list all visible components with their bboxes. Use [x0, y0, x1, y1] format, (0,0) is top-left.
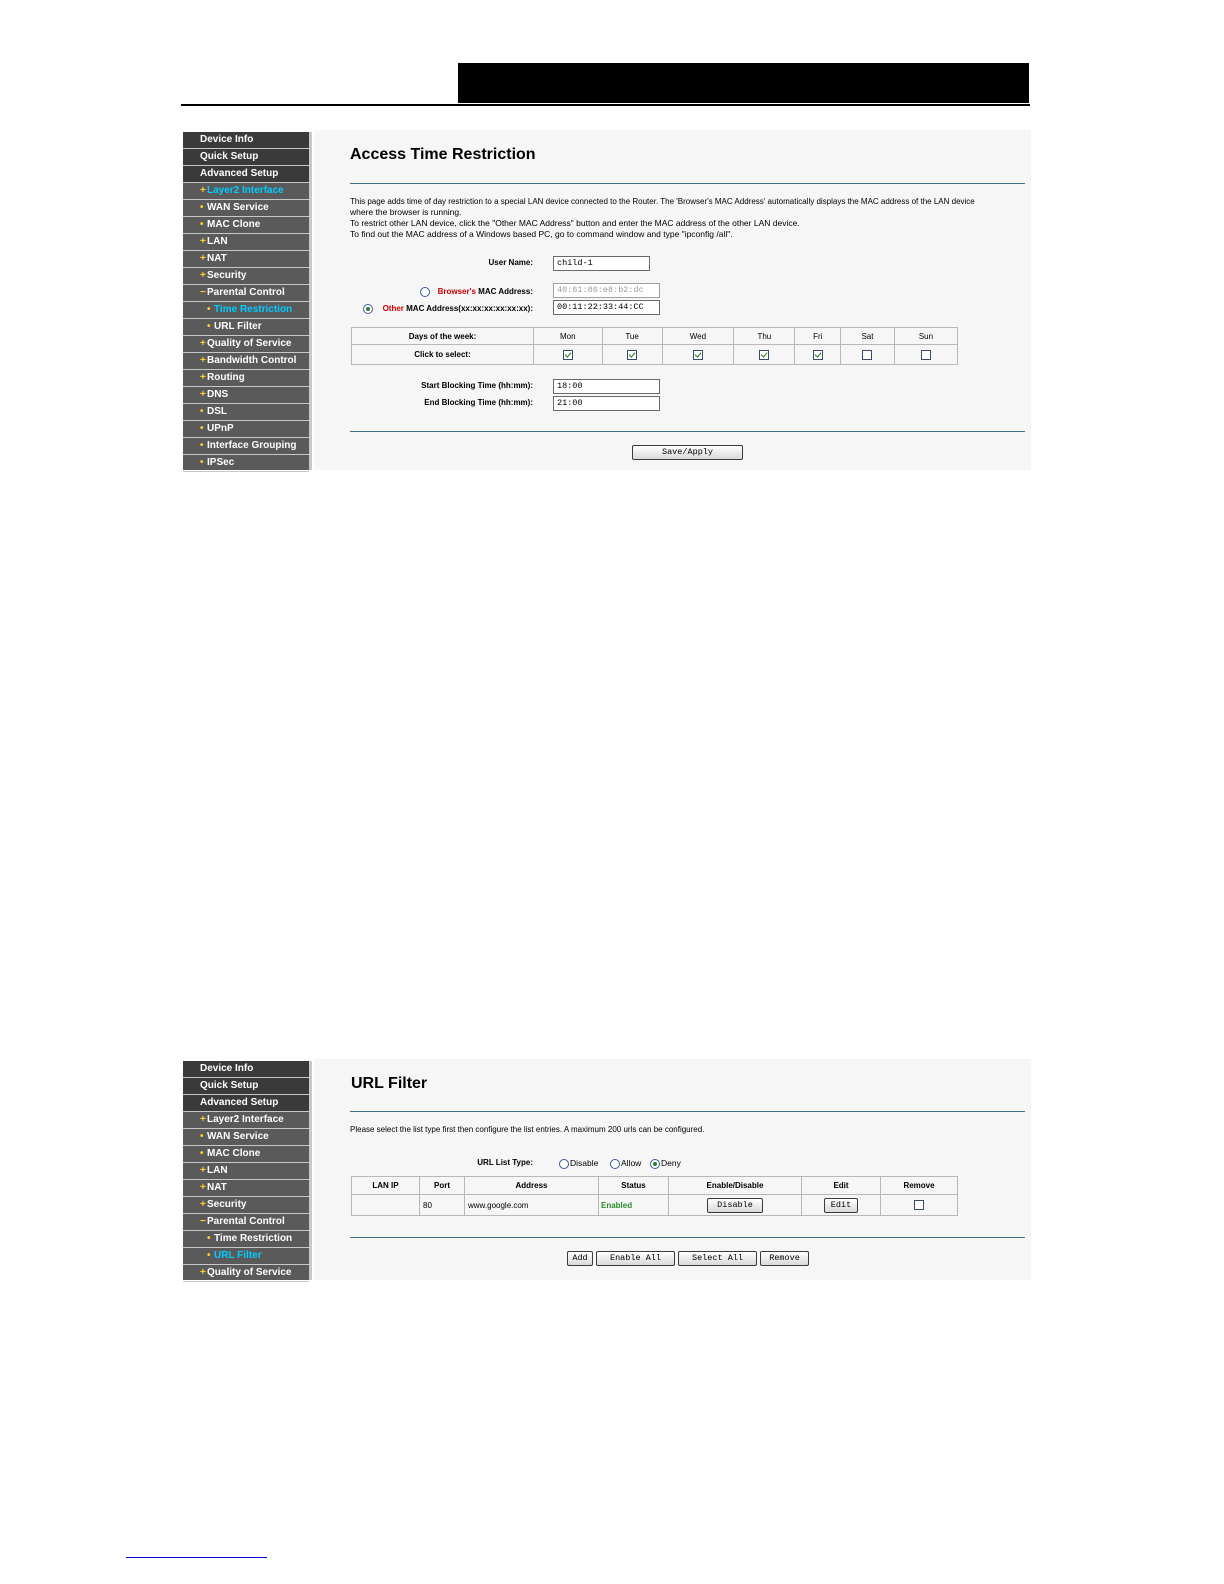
bullet-icon: •: [207, 1250, 211, 1261]
bottom-divider: [350, 1237, 1025, 1238]
expand-icon: +: [200, 236, 206, 247]
select-row: [352, 345, 958, 365]
nav-label: NAT: [207, 253, 227, 264]
bottom-divider: [350, 431, 1025, 432]
day-checkbox[interactable]: [813, 350, 823, 360]
end-time-label: End Blocking Time (hh:mm):: [424, 398, 533, 407]
status-cell: [599, 1195, 669, 1216]
expand-icon: +: [200, 1114, 206, 1125]
nav-label: NAT: [207, 1182, 227, 1193]
nav-label: Security: [207, 270, 247, 281]
nav-label: Routing: [207, 372, 245, 383]
nav-label: LAN: [207, 236, 228, 247]
nav-security[interactable]: [183, 268, 309, 285]
expand-icon: +: [200, 270, 206, 281]
column-header: Address: [465, 1177, 599, 1195]
expand-icon: +: [200, 389, 206, 400]
day-cell: [734, 345, 795, 365]
expand-icon: +: [200, 253, 206, 264]
nav-wan-service[interactable]: [183, 1129, 309, 1146]
column-header: LAN IP: [352, 1177, 420, 1195]
save-apply-button[interactable]: Save/Apply: [632, 445, 743, 460]
user-name-label: User Name:: [488, 258, 533, 267]
description-line: To restrict other LAN device, click the "Other MAC Address" button and enter the MAC address of the other LAN device.: [350, 218, 800, 228]
nav-label: MAC Clone: [207, 1148, 261, 1159]
day-header: Sun: [894, 328, 957, 345]
other-mac-radio[interactable]: [363, 304, 373, 314]
url-table: [351, 1176, 958, 1216]
bullet-icon: •: [207, 1233, 211, 1244]
nav-bandwidth-control[interactable]: [183, 353, 309, 370]
bullet-icon: •: [200, 202, 204, 213]
edit-cell: [802, 1195, 881, 1216]
nav-time-restriction[interactable]: [183, 1231, 309, 1248]
disable-button[interactable]: Disable: [707, 1198, 763, 1213]
page-title: Access Time Restriction: [350, 146, 536, 163]
bullet-icon: •: [200, 457, 204, 468]
column-header: Edit: [802, 1177, 881, 1195]
list-type-label: URL List Type:: [477, 1158, 533, 1167]
bullet-icon: •: [200, 406, 204, 417]
day-header: Mon: [534, 328, 603, 345]
column-header: Status: [599, 1177, 669, 1195]
days-label: [352, 328, 534, 345]
nav-advanced-setup[interactable]: Advanced Setup: [183, 166, 309, 183]
nav-dsl[interactable]: [183, 404, 309, 421]
nav-nat[interactable]: [183, 251, 309, 268]
nav-url-filter[interactable]: [183, 1248, 309, 1265]
header-bar: [458, 63, 1029, 103]
port-cell: 80: [420, 1195, 465, 1216]
browser-mac-text: MAC Address:: [475, 287, 533, 296]
nav-label: Layer2 Interface: [207, 185, 284, 196]
expand-icon: +: [200, 355, 206, 366]
nav-lan[interactable]: [183, 1163, 309, 1180]
other-mac-input[interactable]: 00:11:22:33:44:CC: [553, 300, 660, 315]
nav-wan-service[interactable]: [183, 200, 309, 217]
day-header: Fri: [795, 328, 841, 345]
browser-mac-radio[interactable]: [420, 287, 430, 297]
page-title: URL Filter: [351, 1075, 428, 1092]
add-button[interactable]: Add: [567, 1251, 593, 1266]
footer-link-underline: [126, 1557, 267, 1558]
remove-checkbox[interactable]: [914, 1200, 924, 1210]
enable-all-button[interactable]: Enable All: [596, 1251, 675, 1266]
nav-url-filter[interactable]: [183, 319, 309, 336]
browser-mac-emphasis: Browser's: [437, 287, 476, 296]
day-header: Sat: [841, 328, 895, 345]
description-line: This page adds time of day restriction to a special LAN device connected to the Router. The 'Browser's MAC Address' automatically displays the MAC address of the LAN device: [350, 197, 975, 206]
day-checkbox[interactable]: [693, 350, 703, 360]
other-mac-emphasis: Other: [382, 304, 404, 313]
nav-label: Layer2 Interface: [207, 1114, 284, 1125]
expand-icon: +: [200, 338, 206, 349]
column-header: Remove: [881, 1177, 958, 1195]
days-row: [352, 328, 958, 345]
end-time-input[interactable]: 21:00: [553, 396, 660, 411]
status-badge: Enabled: [601, 1200, 633, 1210]
bullet-icon: •: [200, 219, 204, 230]
radio-deny-label: Deny: [661, 1158, 681, 1168]
day-header: Wed: [662, 328, 734, 345]
nav-label: Quality of Service: [207, 1267, 292, 1278]
expand-icon: +: [200, 1267, 206, 1278]
remove-button[interactable]: Remove: [760, 1251, 809, 1266]
nav-label: DNS: [207, 389, 229, 400]
url-filter-panel: [314, 1059, 1031, 1280]
nav-ipsec[interactable]: [183, 455, 309, 472]
nav-quality-of-service[interactable]: [183, 1265, 309, 1282]
click-label: [352, 345, 534, 365]
collapse-icon: −: [200, 1216, 206, 1227]
collapse-icon: −: [200, 287, 206, 298]
nav-label: Interface Grouping: [207, 440, 297, 451]
nav-quick-setup[interactable]: Quick Setup: [183, 149, 309, 166]
nav-routing[interactable]: [183, 370, 309, 387]
table-header-row: [352, 1177, 958, 1195]
radio-disable-label: Disable: [570, 1158, 599, 1168]
title-divider: [350, 1111, 1025, 1112]
day-cell: [795, 345, 841, 365]
lan-ip-cell: [352, 1195, 420, 1216]
edit-button[interactable]: Edit: [824, 1198, 858, 1213]
remove-cell: [881, 1195, 958, 1216]
header-rule: [181, 104, 1030, 106]
day-checkbox[interactable]: [627, 350, 637, 360]
select-all-button[interactable]: Select All: [678, 1251, 757, 1266]
start-time-label: Start Blocking Time (hh:mm):: [421, 381, 533, 390]
nav-lan[interactable]: [183, 234, 309, 251]
nav-label: Time Restriction: [214, 1233, 293, 1244]
description-line: To find out the MAC address of a Windows based PC, go to command window and type "ipconfig /all".: [350, 229, 733, 239]
expand-icon: +: [200, 372, 206, 383]
nav-label: Parental Control: [207, 1216, 285, 1227]
bullet-icon: •: [200, 1148, 204, 1159]
nav-parental-control[interactable]: [183, 285, 309, 302]
nav-label: Security: [207, 1199, 247, 1210]
nav-label: URL Filter: [214, 1250, 262, 1261]
start-time-input[interactable]: 18:00: [553, 379, 660, 394]
nav-security[interactable]: [183, 1197, 309, 1214]
column-header: Enable/Disable: [669, 1177, 802, 1195]
day-header: Tue: [602, 328, 662, 345]
expand-icon: +: [200, 1165, 206, 1176]
click-label-text: Click to select:: [414, 350, 471, 359]
nav-layer2-interface[interactable]: [183, 1112, 309, 1129]
day-cell: [662, 345, 734, 365]
bullet-icon: •: [200, 440, 204, 451]
nav-label: IPSec: [207, 457, 235, 468]
nav-label: WAN Service: [207, 202, 269, 213]
description-line: where the browser is running.: [350, 207, 462, 217]
nav-label: UPnP: [207, 423, 234, 434]
sidebar-nav: [183, 1061, 312, 1280]
radio-allow[interactable]: [610, 1159, 620, 1169]
expand-icon: +: [200, 1199, 206, 1210]
expand-icon: +: [200, 1182, 206, 1193]
day-cell: [894, 345, 957, 365]
nav-quick-setup[interactable]: Quick Setup: [183, 1078, 309, 1095]
nav-device-info[interactable]: Device Info: [183, 1061, 309, 1078]
table-row: [352, 1195, 958, 1216]
days-label-text: Days of the week:: [408, 331, 477, 341]
bullet-icon: •: [207, 304, 211, 315]
column-header: Port: [420, 1177, 465, 1195]
days-table: [351, 327, 958, 365]
nav-device-info[interactable]: Device Info: [183, 132, 309, 149]
nav-layer2-interface[interactable]: [183, 183, 309, 200]
day-cell: [534, 345, 603, 365]
expand-icon: +: [200, 185, 206, 196]
bullet-icon: •: [207, 321, 211, 332]
bullet-icon: •: [200, 1131, 204, 1142]
nav-label: Quality of Service: [207, 338, 292, 349]
user-name-input[interactable]: child-1: [553, 256, 650, 271]
day-header: Thu: [734, 328, 795, 345]
sidebar-nav: [183, 132, 312, 470]
nav-advanced-setup[interactable]: Advanced Setup: [183, 1095, 309, 1112]
bullet-icon: •: [200, 423, 204, 434]
nav-parental-control[interactable]: [183, 1214, 309, 1231]
nav-label: URL Filter: [214, 321, 262, 332]
day-cell: [841, 345, 895, 365]
browser-mac-label: [438, 287, 533, 296]
nav-label: WAN Service: [207, 1131, 269, 1142]
toggle-cell: [669, 1195, 802, 1216]
nav-label: Bandwidth Control: [207, 355, 297, 366]
nav-label: Time Restriction: [214, 304, 293, 315]
nav-label: DSL: [207, 406, 227, 417]
nav-upnp[interactable]: [183, 421, 309, 438]
day-cell: [602, 345, 662, 365]
access-time-panel: [314, 130, 1031, 470]
nav-quality-of-service[interactable]: [183, 336, 309, 353]
nav-mac-clone[interactable]: [183, 1146, 309, 1163]
nav-label: MAC Clone: [207, 219, 261, 230]
radio-disable[interactable]: [559, 1159, 569, 1169]
nav-mac-clone[interactable]: [183, 217, 309, 234]
browser-mac-input[interactable]: 40:61:86:e8:b2:dc: [553, 283, 660, 298]
title-divider: [350, 183, 1025, 184]
day-checkbox[interactable]: [921, 350, 931, 360]
nav-dns[interactable]: [183, 387, 309, 404]
day-checkbox[interactable]: [563, 350, 573, 360]
day-checkbox[interactable]: [759, 350, 769, 360]
nav-label: Parental Control: [207, 287, 285, 298]
address-cell: www.google.com: [465, 1195, 599, 1216]
nav-interface-grouping[interactable]: [183, 438, 309, 455]
day-checkbox[interactable]: [862, 350, 872, 360]
description-line: Please select the list type first then configure the list entries. A maximum 200 urls can be configured.: [350, 1125, 705, 1134]
nav-label: LAN: [207, 1165, 228, 1176]
nav-time-restriction[interactable]: [183, 302, 309, 319]
nav-nat[interactable]: [183, 1180, 309, 1197]
other-mac-text: MAC Address(xx:xx:xx:xx:xx:xx):: [403, 304, 533, 313]
other-mac-label: [383, 304, 533, 313]
radio-deny[interactable]: [650, 1159, 660, 1169]
radio-allow-label: Allow: [621, 1158, 642, 1168]
